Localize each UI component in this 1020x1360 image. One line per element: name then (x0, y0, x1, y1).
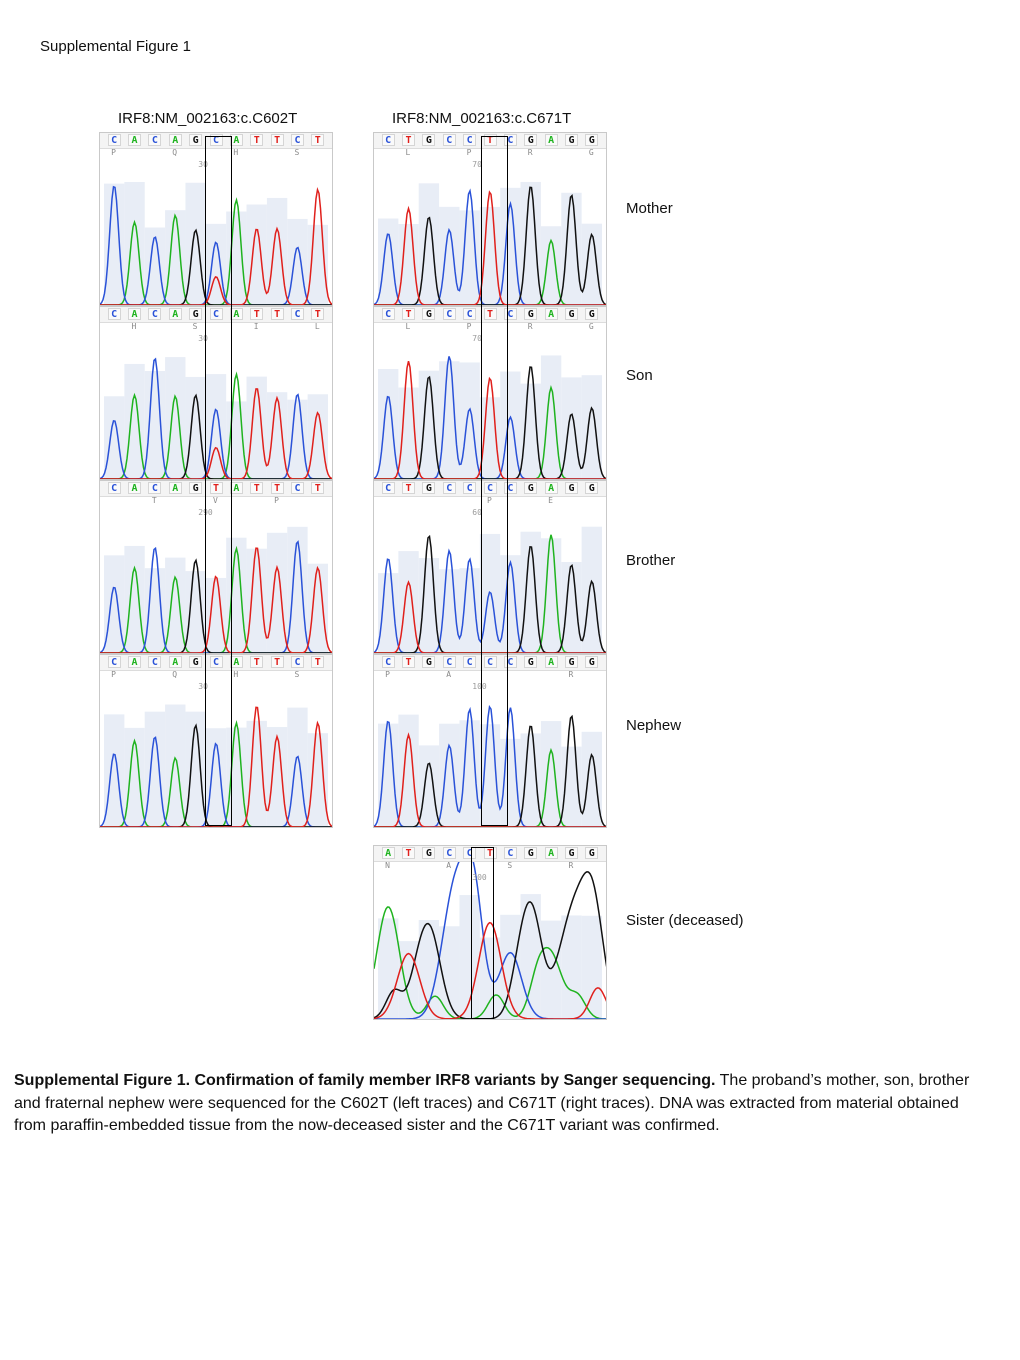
quality-bar (378, 724, 398, 827)
figure-caption (14, 1070, 994, 1138)
quality-bar (582, 732, 602, 827)
base-call: A (230, 134, 243, 146)
amino-acid-label: H (131, 322, 137, 331)
base-call: A (128, 482, 141, 494)
quality-bar (398, 224, 418, 305)
position-label: 70 (472, 160, 482, 169)
quality-bar (419, 558, 439, 653)
base-call: G (422, 656, 435, 668)
quality-bar (104, 184, 124, 305)
quality-bar (459, 568, 479, 653)
left-column-heading: IRF8:NM_002163:c.C602T (118, 110, 298, 127)
quality-bar (267, 392, 287, 479)
member-label-brother: Brother (626, 552, 676, 569)
amino-acid-label: S (507, 861, 513, 870)
base-call: C (291, 134, 304, 146)
base-call: G (565, 134, 578, 146)
quality-bar (104, 396, 124, 479)
base-call: C (504, 308, 517, 320)
position-label: 30 (198, 160, 208, 169)
base-call: C (463, 656, 476, 668)
base-call: G (189, 482, 202, 494)
base-call: G (585, 656, 598, 668)
quality-bar (459, 720, 479, 827)
quality-bar (145, 568, 165, 653)
amino-acid-label: Q (172, 670, 178, 679)
base-call: G (422, 847, 435, 859)
member-label-nephew: Nephew (626, 717, 682, 734)
amino-acid-label: R (527, 148, 533, 157)
base-call: C (108, 134, 121, 146)
quality-bar (439, 724, 459, 827)
quality-bar (308, 733, 328, 827)
amino-acid-label: R (568, 861, 574, 870)
base-call: T (484, 847, 497, 859)
c671-highlight-box (481, 136, 508, 826)
base-call: A (230, 308, 243, 320)
member-label-mother: Mother (626, 200, 673, 217)
base-call: C (382, 482, 395, 494)
base-call: C (148, 134, 161, 146)
quality-bar (378, 369, 398, 479)
base-call: C (443, 482, 456, 494)
amino-acid-label: G (588, 322, 594, 331)
base-call: A (545, 656, 558, 668)
quality-bar (165, 558, 185, 653)
amino-acid-label: V (213, 496, 218, 505)
base-call: C (443, 308, 456, 320)
base-call: T (484, 308, 497, 320)
base-call: G (189, 134, 202, 146)
base-call: C (108, 308, 121, 320)
base-call: A (169, 134, 182, 146)
position-label: 300 (472, 873, 487, 882)
base-call: T (402, 308, 415, 320)
base-call: G (565, 308, 578, 320)
quality-bar (541, 721, 561, 827)
quality-bar (287, 400, 307, 479)
quality-bar (419, 371, 439, 479)
base-call: G (422, 308, 435, 320)
quality-bar (267, 198, 287, 305)
right-column-heading: IRF8:NM_002163:c.C671T (392, 110, 572, 127)
quality-bar (541, 355, 561, 479)
quality-bar (521, 532, 541, 653)
quality-bar (145, 371, 165, 479)
base-call: C (463, 308, 476, 320)
base-call: C (148, 482, 161, 494)
base-call: T (271, 656, 284, 668)
amino-acid-label: Q (172, 148, 178, 157)
base-call: T (402, 482, 415, 494)
base-call: C (210, 656, 223, 668)
quality-bar (185, 571, 205, 653)
base-call: G (524, 308, 537, 320)
member-label-sister: Sister (deceased) (626, 912, 744, 929)
quality-bar (165, 210, 185, 305)
quality-bar (378, 219, 398, 305)
base-call: G (565, 847, 578, 859)
base-call: T (210, 482, 223, 494)
base-call: C (291, 656, 304, 668)
base-call: C (148, 308, 161, 320)
position-label: 30 (198, 334, 208, 343)
quality-bar (439, 207, 459, 305)
position-label: 290 (198, 508, 213, 517)
quality-bar (287, 527, 307, 653)
base-call: T (484, 134, 497, 146)
base-call: A (169, 656, 182, 668)
position-label: 100 (472, 682, 487, 691)
amino-acid-label: S (294, 148, 300, 157)
base-call: T (271, 308, 284, 320)
amino-acid-label: E (548, 496, 553, 505)
base-call: C (108, 656, 121, 668)
quality-bar (398, 388, 418, 479)
amino-acid-label: R (568, 670, 574, 679)
base-call: G (524, 482, 537, 494)
base-call: G (524, 847, 537, 859)
base-call: T (250, 482, 263, 494)
base-call: C (210, 308, 223, 320)
base-call: A (169, 482, 182, 494)
amino-acid-label: P (385, 670, 390, 679)
quality-bar (247, 549, 267, 653)
quality-bar (521, 182, 541, 305)
quality-bar (247, 721, 267, 827)
quality-bar (561, 193, 581, 305)
sister-highlight-box (471, 847, 494, 1019)
amino-acid-label: T (151, 496, 157, 505)
quality-bar (247, 377, 267, 479)
quality-bar (267, 727, 287, 827)
base-call: C (463, 482, 476, 494)
amino-acid-label: H (233, 670, 239, 679)
amino-acid-label: L (314, 322, 320, 331)
quality-bar (145, 228, 165, 305)
quality-bar (521, 733, 541, 827)
base-call: T (250, 308, 263, 320)
position-label: 70 (472, 334, 482, 343)
caption-bold: Supplemental Figure 1. Confirmation of family member IRF8 variants by Sanger sequencing. (14, 1072, 716, 1089)
quality-bar (561, 562, 581, 653)
base-call: T (311, 134, 324, 146)
amino-acid-label: P (466, 322, 472, 331)
amino-acid-label: P (111, 148, 116, 157)
base-call: C (291, 308, 304, 320)
base-call: A (169, 308, 182, 320)
quality-bar (308, 394, 328, 479)
base-call: T (402, 656, 415, 668)
base-call: T (311, 308, 324, 320)
base-call: G (524, 656, 537, 668)
quality-bar (419, 745, 439, 827)
quality-bar (145, 712, 165, 827)
base-call: A (230, 656, 243, 668)
amino-acid-label: H (233, 148, 239, 157)
amino-acid-label: L (405, 322, 411, 331)
base-call: C (382, 134, 395, 146)
quality-bar (378, 918, 398, 1019)
caption-text: The proband’s mother, son, brother and fraternal nephew were sequenced for the C602T (left traces) and C671T (right traces). DNA was extracted from material obtained from paraffin-embedded tissue from the now-deceased sister and the C671T variant was confirmed. (14, 1072, 970, 1134)
base-call: G (585, 134, 598, 146)
base-call: G (189, 308, 202, 320)
quality-bar (308, 564, 328, 653)
base-call: C (484, 482, 497, 494)
position-label: 60 (472, 508, 482, 517)
amino-acid-label: L (405, 148, 411, 157)
base-call: A (545, 847, 558, 859)
quality-bar (185, 377, 205, 479)
amino-acid-label: S (294, 670, 300, 679)
amino-acid-label: A (446, 670, 452, 679)
amino-acid-label: P (274, 496, 279, 505)
c602-highlight-box (205, 136, 232, 826)
base-call: T (311, 482, 324, 494)
amino-acid-label: G (588, 148, 594, 157)
base-call: G (585, 308, 598, 320)
amino-acid-label: P (466, 148, 472, 157)
base-call: G (565, 482, 578, 494)
quality-bar (267, 533, 287, 653)
base-call: C (148, 656, 161, 668)
base-call: C (504, 847, 517, 859)
base-call: G (422, 482, 435, 494)
quality-bar (459, 210, 479, 305)
base-call: G (585, 847, 598, 859)
base-call: G (422, 134, 435, 146)
base-call: C (463, 847, 476, 859)
base-call: C (210, 134, 223, 146)
quality-bar (521, 384, 541, 479)
amino-acid-label: R (527, 322, 533, 331)
base-call: C (443, 847, 456, 859)
amino-acid-label: P (487, 496, 492, 505)
base-call: T (271, 134, 284, 146)
quality-bar (419, 183, 439, 305)
amino-acid-label: N (385, 861, 390, 870)
quality-bar (378, 573, 398, 653)
quality-bar (439, 361, 459, 479)
quality-bar (124, 546, 144, 653)
base-call: C (463, 134, 476, 146)
amino-acid-label: P (111, 670, 116, 679)
base-call: T (271, 482, 284, 494)
quality-bar (247, 204, 267, 305)
base-call: C (504, 482, 517, 494)
base-call: G (565, 656, 578, 668)
quality-bar (398, 551, 418, 653)
amino-acid-label: I (253, 322, 259, 331)
base-call: T (250, 656, 263, 668)
base-call: T (402, 134, 415, 146)
base-call: G (189, 656, 202, 668)
page-header: Supplemental Figure 1 (40, 38, 191, 55)
quality-bar (398, 715, 418, 827)
quality-bar (124, 364, 144, 479)
base-call: A (128, 308, 141, 320)
base-call: A (382, 847, 395, 859)
base-call: C (382, 308, 395, 320)
base-call: C (443, 656, 456, 668)
base-call: A (545, 482, 558, 494)
base-call: G (585, 482, 598, 494)
member-label-son: Son (626, 367, 653, 384)
base-call: C (484, 656, 497, 668)
base-call: T (311, 656, 324, 668)
base-call: A (230, 482, 243, 494)
base-call: C (382, 656, 395, 668)
quality-bar (185, 712, 205, 827)
base-call: C (504, 134, 517, 146)
quality-bar (398, 941, 418, 1019)
quality-bar (541, 538, 561, 653)
base-call: A (545, 308, 558, 320)
position-label: 30 (198, 682, 208, 691)
base-call: C (504, 656, 517, 668)
base-call: T (402, 847, 415, 859)
quality-bar (541, 921, 561, 1019)
amino-acid-label: A (446, 861, 452, 870)
base-call: C (108, 482, 121, 494)
base-call: A (545, 134, 558, 146)
amino-acid-label: S (192, 322, 198, 331)
quality-bar (541, 226, 561, 305)
base-call: C (443, 134, 456, 146)
base-call: G (524, 134, 537, 146)
quality-bar (439, 569, 459, 653)
base-call: C (291, 482, 304, 494)
base-call: A (128, 656, 141, 668)
base-call: A (128, 134, 141, 146)
base-call: T (250, 134, 263, 146)
